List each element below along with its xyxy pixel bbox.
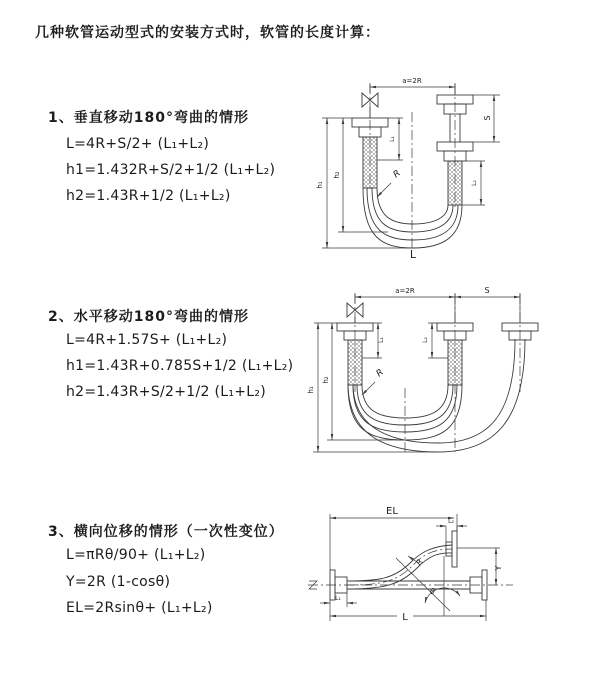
radius-label: R <box>414 557 425 568</box>
length-label: L <box>409 248 417 260</box>
section-3-formula-y: Y=2R (1-cosθ) <box>66 574 171 590</box>
dim-label-l2: L₂ <box>422 337 429 343</box>
radius-construction-line <box>396 558 450 611</box>
left-hose-braid <box>348 340 362 385</box>
hose-u-bend <box>363 188 462 248</box>
dim-label-y: Y <box>494 565 503 571</box>
section-2-formula-length: L=4R+1.57S+ (L₁+L₂) <box>66 332 228 348</box>
section-2-formula-h2: h2=1.43R+S/2+1/2 (L₁+L₂) <box>66 384 267 400</box>
page-title: 几种软管运动型式的安装方式时，软管的长度计算： <box>35 25 380 41</box>
radius-label: R <box>391 168 403 181</box>
section-3-formula-length: L=πRθ/90+ (L₁+L₂) <box>66 547 206 563</box>
dim-label-l2: L₂ <box>448 518 454 525</box>
dim-label-l1: L₁ <box>378 337 385 343</box>
dim-label-l1: L₁ <box>389 136 396 142</box>
section-1-heading: 1、垂直移动180°弯曲的情形 <box>48 110 249 126</box>
dimension-lines <box>313 293 520 452</box>
diagram-vertical-bend <box>310 70 600 260</box>
dim-label-h2: h₂ <box>322 376 330 384</box>
section-1-formula-h2: h2=1.43R+1/2 (L₁+L₂) <box>66 188 231 204</box>
diagram-horizontal-bend <box>305 280 600 460</box>
section-1-formula-h1: h1=1.432R+S/2+1/2 (L₁+L₂) <box>66 162 276 178</box>
dimension-lines <box>320 514 500 621</box>
dim-label-el: EL <box>386 506 398 517</box>
section-3-formula-el: EL=2Rsinθ+ (L₁+L₂) <box>66 600 213 616</box>
dim-label-l2: L₂ <box>471 180 478 186</box>
length-label: L <box>402 612 408 623</box>
dim-label-h2: h₂ <box>333 171 341 179</box>
section-2-formula-h1: h1=1.43R+0.785S+1/2 (L₁+L₂) <box>66 358 294 374</box>
dim-label-l1: L₁ <box>335 595 341 602</box>
section-1-formula-length: L=4R+S/2+ (L₁+L₂) <box>66 136 210 152</box>
section-2-heading: 2、水平移动180°弯曲的情形 <box>48 309 249 325</box>
centerlines <box>370 84 455 250</box>
hose-s-curve <box>347 545 452 589</box>
dimension-lines <box>322 83 500 248</box>
dim-label-s: S <box>484 286 490 295</box>
dim-label-s: S <box>483 115 492 121</box>
radius-label: R <box>374 367 386 380</box>
dim-label-a2r: a=2R <box>402 77 422 85</box>
right-hose-braid <box>448 161 462 205</box>
section-3-heading: 3、横向位移的情形（一次性变位） <box>48 524 284 540</box>
middle-hose-braid <box>448 340 462 385</box>
left-hose-braid <box>363 137 377 188</box>
angle-label: θ <box>430 587 435 596</box>
diagram-lateral-displacement <box>300 500 600 650</box>
dim-label-a2r: a=2R <box>395 287 415 295</box>
dim-label-h1: h₁ <box>316 181 324 189</box>
dim-label-h1: h₁ <box>307 386 315 394</box>
